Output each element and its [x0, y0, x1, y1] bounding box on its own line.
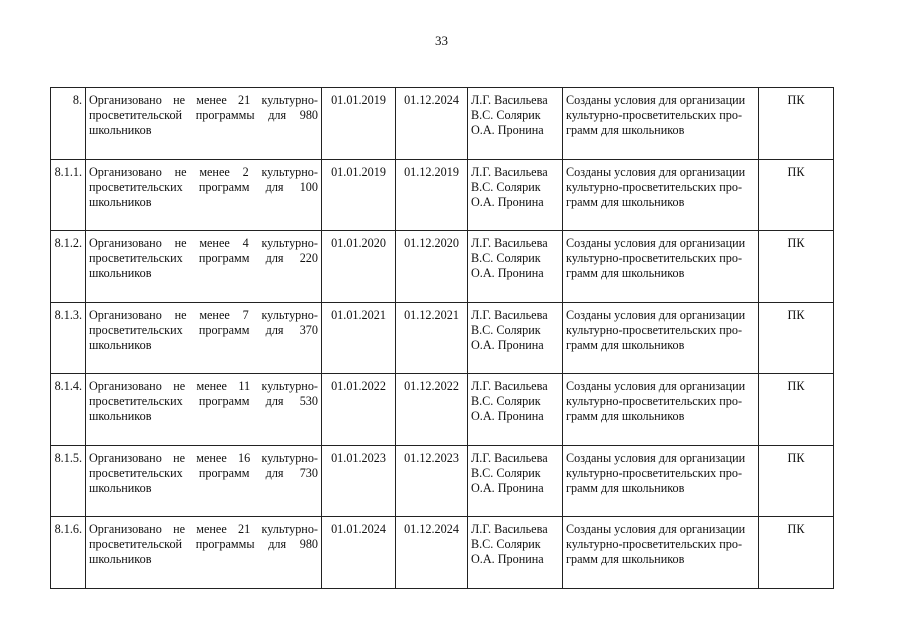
description-line [89, 552, 318, 567]
responsible-person: В.С. Солярик [471, 251, 541, 265]
description-word: культурно- [261, 450, 318, 465]
responsible-person: Л.Г. Васильева [471, 236, 548, 250]
document-type: ПК [787, 379, 805, 393]
description-word: просветительских [89, 465, 183, 480]
description-word: не [173, 450, 186, 465]
description-word: 11 [238, 379, 251, 393]
item-number-cell [51, 231, 86, 303]
description-word: школьников [89, 409, 152, 423]
page-number-text: 33 [435, 33, 448, 48]
responsible-person: В.С. Солярик [471, 108, 541, 122]
end-date-cell [396, 159, 468, 231]
description-line [89, 323, 318, 338]
item-number: 8.1.5. [54, 450, 82, 465]
start-date-cell [322, 88, 396, 160]
description-word: 730 [299, 465, 318, 480]
item-number-cell [51, 88, 86, 160]
end-date: 01.12.2019 [404, 164, 459, 179]
description-word: культурно- [261, 164, 318, 179]
responsible-person: Л.Г. Васильева [471, 93, 548, 107]
item-number: 8.1.1. [54, 164, 82, 179]
start-date: 01.01.2019 [331, 164, 386, 179]
item-number: 8.1.6. [54, 522, 82, 536]
description-word: менее [199, 236, 230, 250]
start-date: 01.01.2024 [331, 522, 386, 536]
description-line [89, 481, 318, 496]
description-word: Организовано [89, 379, 162, 393]
document-type: ПК [787, 307, 805, 322]
result-line: культурно-просветительских про- [566, 537, 743, 551]
description-word: Организовано [89, 164, 162, 179]
responsible-person: О.А. Пронина [471, 194, 544, 209]
responsible-person: В.С. Солярик [471, 537, 541, 551]
table-row [51, 302, 834, 374]
activity-description-cell [86, 88, 322, 160]
description-word: 100 [299, 179, 318, 194]
description-line [89, 108, 318, 123]
description-word: Организовано [89, 307, 162, 322]
end-date: 01.12.2020 [404, 236, 459, 250]
item-number: 8.1.4. [54, 379, 82, 393]
description-line [89, 537, 318, 552]
description-word: 220 [299, 251, 318, 265]
description-word: культурно- [261, 307, 318, 322]
responsible-person: В.С. Солярик [471, 394, 541, 408]
description-word: просветительской [89, 537, 183, 551]
responsible-cell [468, 88, 563, 160]
document-type-cell [759, 302, 834, 374]
description-word: культурно- [261, 236, 318, 250]
responsible-person: О.А. Пронина [471, 266, 544, 280]
description-word: программ [198, 251, 250, 265]
description-line [89, 165, 318, 180]
description-word: культурно- [261, 93, 318, 107]
description-word: 7 [242, 307, 249, 322]
responsible-person: В.С. Солярик [471, 322, 541, 337]
table-row [51, 374, 834, 446]
table-row [51, 88, 834, 160]
responsible-person: Л.Г. Васильева [471, 164, 548, 179]
document-type: ПК [787, 164, 805, 179]
description-word: для [265, 179, 284, 194]
description-word: не [173, 379, 186, 393]
start-date: 01.01.2019 [331, 93, 386, 107]
description-word: программы [195, 108, 255, 122]
description-word: 530 [299, 394, 318, 408]
result-line: Созданы условия для организации [566, 379, 746, 393]
activity-description-cell [86, 517, 322, 589]
result-cell [563, 445, 759, 517]
result-line: грамм для школьников [566, 552, 685, 566]
end-date-cell [396, 88, 468, 160]
table-row [51, 445, 834, 517]
item-number-cell [51, 517, 86, 589]
description-word: для [265, 394, 284, 408]
description-word: для [268, 537, 287, 551]
description-word: культурно- [261, 379, 318, 393]
description-word: 980 [299, 108, 318, 122]
start-date-cell [322, 231, 396, 303]
description-word: для [265, 322, 284, 337]
description-word: просветительских [89, 251, 183, 265]
start-date-cell [322, 517, 396, 589]
end-date-cell [396, 445, 468, 517]
item-number: 8. [72, 93, 82, 107]
description-word: менее [196, 522, 227, 536]
description-word: не [174, 307, 187, 322]
result-line: грамм для школьников [566, 409, 685, 423]
responsible-cell [468, 159, 563, 231]
responsible-cell [468, 445, 563, 517]
start-date-cell [322, 302, 396, 374]
description-word: не [173, 522, 186, 536]
description-word: менее [199, 307, 230, 322]
description-word: просветительских [89, 394, 183, 408]
description-line [89, 308, 318, 323]
description-word: 4 [242, 236, 249, 250]
responsible-cell [468, 302, 563, 374]
description-line [89, 251, 318, 266]
description-word: 2 [242, 164, 249, 179]
result-cell [563, 88, 759, 160]
description-word: просветительских [89, 322, 183, 337]
table-row [51, 231, 834, 303]
result-cell [563, 374, 759, 446]
document-type-cell [759, 445, 834, 517]
description-word: менее [199, 164, 230, 179]
responsible-person: О.А. Пронина [471, 480, 544, 495]
description-word: 21 [238, 93, 251, 107]
description-word: для [265, 251, 284, 265]
description-word: Организовано [89, 93, 162, 107]
result-cell [563, 231, 759, 303]
item-number: 8.1.3. [54, 307, 82, 322]
description-word: менее [196, 93, 227, 107]
description-word: школьников [89, 480, 152, 495]
start-date-cell [322, 374, 396, 446]
end-date-cell [396, 302, 468, 374]
table-body [51, 88, 834, 589]
description-word: программы [195, 537, 255, 551]
description-word: не [174, 236, 187, 250]
description-word: программ [198, 179, 250, 194]
result-line: культурно-просветительских про- [566, 322, 743, 337]
end-date-cell [396, 374, 468, 446]
result-line: грамм для школьников [566, 194, 685, 209]
end-date-cell [396, 517, 468, 589]
description-line [89, 466, 318, 481]
description-line [89, 266, 318, 281]
result-line: грамм для школьников [566, 337, 685, 352]
result-cell [563, 517, 759, 589]
result-line: грамм для школьников [566, 266, 685, 280]
table-row [51, 159, 834, 231]
description-word: менее [196, 379, 227, 393]
activity-description-cell [86, 374, 322, 446]
end-date: 01.12.2021 [404, 307, 459, 322]
start-date: 01.01.2021 [331, 307, 386, 322]
responsible-person: О.А. Пронина [471, 337, 544, 352]
description-word: для [265, 465, 284, 480]
document-type: ПК [787, 522, 805, 536]
item-number-cell [51, 374, 86, 446]
description-line [89, 394, 318, 409]
description-word: для [268, 108, 287, 122]
document-type-cell [759, 517, 834, 589]
start-date: 01.01.2020 [331, 236, 386, 250]
description-word: Организовано [89, 450, 162, 465]
result-line: культурно-просветительских про- [566, 251, 743, 265]
document-type: ПК [787, 236, 805, 250]
result-line: культурно-просветительских про- [566, 394, 743, 408]
result-line: грамм для школьников [566, 480, 685, 495]
description-word: школьников [89, 266, 152, 280]
description-word: школьников [89, 123, 152, 137]
description-word: школьников [89, 337, 152, 352]
responsible-person: О.А. Пронина [471, 123, 544, 137]
result-cell [563, 302, 759, 374]
start-date: 01.01.2023 [331, 450, 386, 465]
result-line: грамм для школьников [566, 123, 685, 137]
responsible-cell [468, 517, 563, 589]
description-word: просветительских [89, 179, 183, 194]
description-line [89, 93, 318, 108]
result-line: Созданы условия для организации [566, 307, 746, 322]
responsible-cell [468, 374, 563, 446]
description-word: 21 [238, 522, 251, 536]
description-word: программ [198, 465, 250, 480]
description-word: школьников [89, 552, 152, 566]
description-line [89, 123, 318, 138]
description-word: 370 [299, 322, 318, 337]
description-line [89, 409, 318, 424]
description-word: программ [198, 322, 250, 337]
document-type-cell [759, 374, 834, 446]
responsible-person: В.С. Солярик [471, 179, 541, 194]
description-line [89, 180, 318, 195]
result-line: культурно-просветительских про- [566, 108, 743, 122]
description-word: школьников [89, 194, 152, 209]
result-line: Созданы условия для организации [566, 522, 746, 536]
description-line [89, 236, 318, 251]
description-word: просветительской [89, 108, 183, 122]
end-date-cell [396, 231, 468, 303]
responsible-person: О.А. Пронина [471, 409, 544, 423]
end-date: 01.12.2023 [404, 450, 459, 465]
item-number-cell [51, 445, 86, 517]
result-line: Созданы условия для организации [566, 164, 746, 179]
activity-description-cell [86, 231, 322, 303]
responsible-person: Л.Г. Васильева [471, 522, 548, 536]
document-type: ПК [787, 450, 805, 465]
document-type-cell [759, 88, 834, 160]
result-line: Созданы условия для организации [566, 450, 746, 465]
description-line [89, 379, 318, 394]
description-line [89, 195, 318, 210]
result-line: Созданы условия для организации [566, 236, 746, 250]
responsible-cell [468, 231, 563, 303]
activity-description-cell [86, 159, 322, 231]
description-line [89, 522, 318, 537]
start-date-cell [322, 445, 396, 517]
item-number-cell [51, 159, 86, 231]
result-line: Созданы условия для организации [566, 93, 746, 107]
end-date: 01.12.2022 [404, 379, 459, 393]
table-row [51, 517, 834, 589]
document-type-cell [759, 159, 834, 231]
description-line [89, 338, 318, 353]
activity-description-cell [86, 302, 322, 374]
description-word: не [174, 164, 187, 179]
description-word: Организовано [89, 236, 162, 250]
responsible-person: Л.Г. Васильева [471, 450, 548, 465]
responsible-person: Л.Г. Васильева [471, 307, 548, 322]
description-word: программ [198, 394, 250, 408]
start-date: 01.01.2022 [331, 379, 386, 393]
result-line: культурно-просветительских про- [566, 179, 743, 194]
start-date-cell [322, 159, 396, 231]
responsible-person: Л.Г. Васильева [471, 379, 548, 393]
description-word: менее [196, 450, 227, 465]
description-word: культурно- [261, 522, 318, 536]
description-word: не [173, 93, 186, 107]
description-word: Организовано [89, 522, 162, 536]
item-number: 8.1.2. [54, 236, 82, 250]
activity-description-cell [86, 445, 322, 517]
end-date: 01.12.2024 [404, 522, 459, 536]
description-word: 980 [299, 537, 318, 551]
description-word: 16 [238, 450, 251, 465]
result-line: культурно-просветительских про- [566, 465, 743, 480]
document-type: ПК [787, 93, 805, 107]
responsible-person: В.С. Солярик [471, 465, 541, 480]
responsible-person: О.А. Пронина [471, 552, 544, 566]
end-date: 01.12.2024 [404, 93, 459, 107]
description-line [89, 451, 318, 466]
result-cell [563, 159, 759, 231]
document-type-cell [759, 231, 834, 303]
item-number-cell [51, 302, 86, 374]
activity-table [50, 87, 834, 589]
